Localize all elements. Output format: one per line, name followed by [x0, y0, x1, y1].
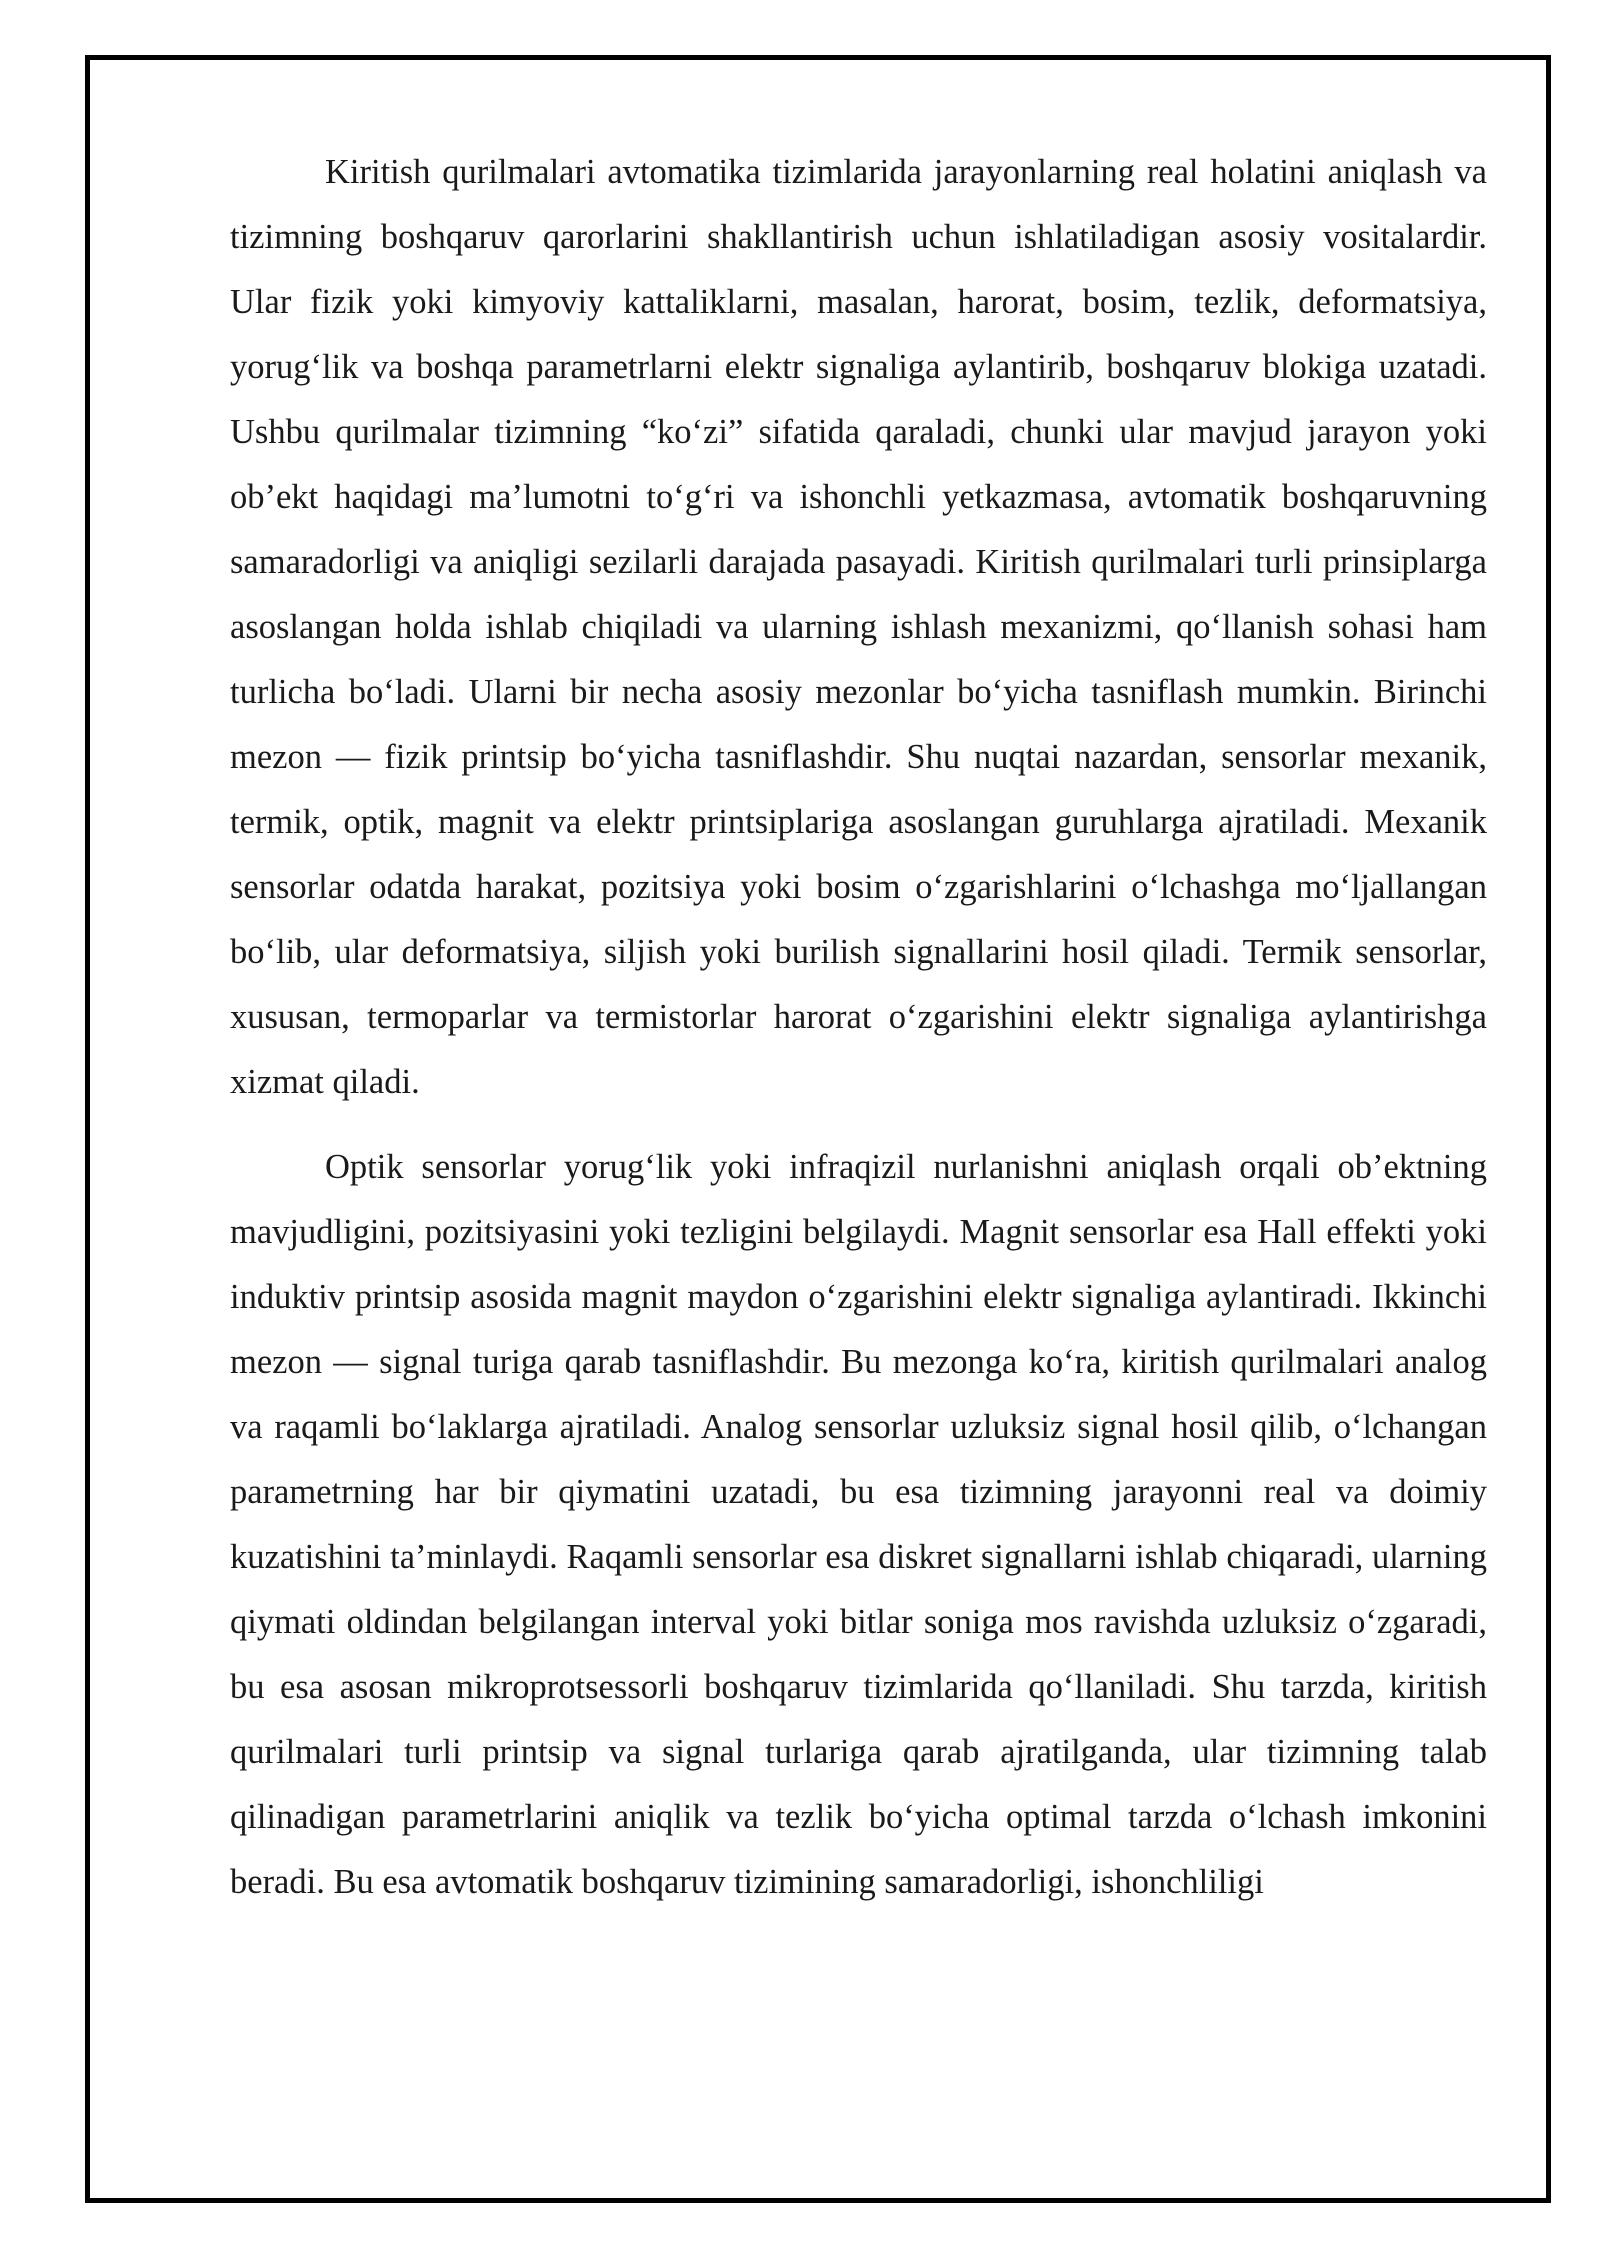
paragraph-1: Kiritish qurilmalari avtomatika tizimlarida jarayonlarning real holatini aniqlash va tizimning boshqaruv qarorlarini shakllantirish uchun ishlatiladigan asosiy vositalardir. Ular fizik yoki kimyoviy kattaliklarni, masalan, harorat, bosim, tezlik, deformatsiya, yorug‘lik va boshqa parametrlarni elektr signaliga aylantirib, boshqaruv blokiga uzatadi. Ushbu qurilmalar tizimning “ko‘zi” sifatida qaraladi, chunki ular mavjud jarayon yoki ob’ekt haqidagi ma’lumotni to‘g‘ri va ishonchli yetkazmasa, avtomatik boshqaruvning samaradorligi va aniqligi sezilarli darajada pasayadi. Kiritish qurilmalari turli prinsiplarga asoslangan holda ishlab chiqiladi va ularning ishlash mexanizmi, qo‘llanish sohasi ham turlicha bo‘ladi. Ularni bir necha asosiy mezonlar bo‘yicha tasniflash mumkin. Birinchi mezon — fizik printsip bo‘yicha tasniflashdir. Shu nuqtai nazardan, sensorlar mexanik, termik, optik, magnit va elektr printsiplariga asoslangan guruhlarga ajratiladi. Mexanik sensorlar odatda harakat, pozitsiya yoki bosim o‘zgarishlarini o‘lchashga mo‘ljallangan bo‘lib, ular deformatsiya, siljish yoki burilish signallarini hosil qiladi. Termik sensorlar, xususan, termoparlar va termistorlar harorat o‘zgarishini elektr signaliga aylantirishga xizmat qiladi. [230, 153, 1487, 1101]
document-body [230, 140, 1487, 1915]
paragraph-2: Optik sensorlar yorug‘lik yoki infraqizil nurlanishni aniqlash orqali ob’ektning mavjudligini, pozitsiyasini yoki tezligini belgilaydi. Magnit sensorlar esa Hall effekti yoki induktiv printsip asosida magnit maydon o‘zgarishini elektr signaliga aylantiradi. Ikkinchi mezon — signal turiga qarab tasniflashdir. Bu mezonga ko‘ra, kiritish qurilmalari analog va raqamli bo‘laklarga ajratiladi. Analog sensorlar uzluksiz signal hosil qilib, o‘lchangan parametrning har bir qiymatini uzatadi, bu esa tizimning jarayonni real va doimiy kuzatishini ta’minlaydi. Raqamli sensorlar esa diskret signallarni ishlab chiqaradi, ularning qiymati oldindan belgilangan interval yoki bitlar soniga mos ravishda uzluksiz o‘zgaradi, bu esa asosan mikroprotsessorli boshqaruv tizimlarida qo‘llaniladi. Shu tarzda, kiritish qurilmalari turli printsip va signal turlariga qarab ajratilganda, ular tizimning talab qilinadigan parametrlarini aniqlik va tezlik bo‘yicha optimal tarzda o‘lchash imkonini beradi. Bu esa avtomatik boshqaruv tizimining samaradorligi, ishonchliligi [230, 1148, 1487, 1901]
